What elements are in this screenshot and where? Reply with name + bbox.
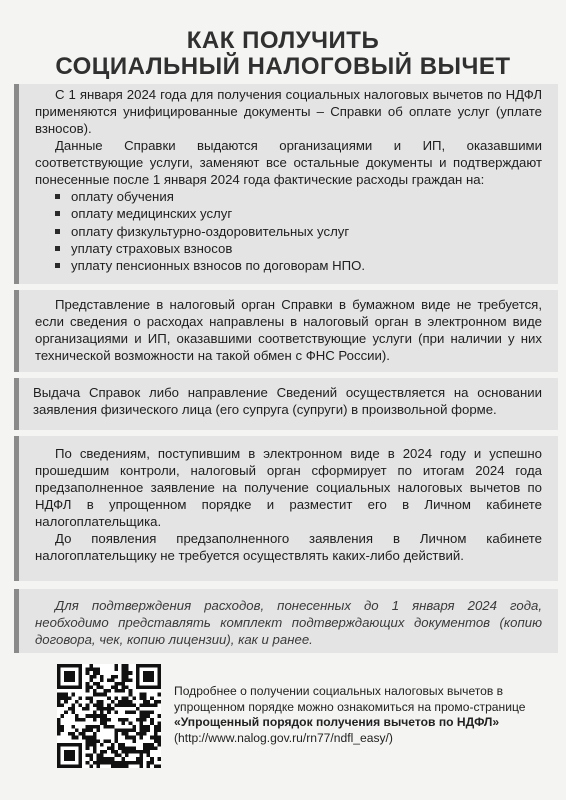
- list-item: уплату пенсионных взносов по договорам НПО.: [55, 257, 542, 274]
- qr-code-icon[interactable]: [57, 664, 161, 768]
- prefilled-application-text: По сведениям, поступившим в электронном виде в 2024 году и успешно прошедшим контроли, налоговый орган сформирует по итогам 2024 года предзаполненное заявление на получение социальных налоговых вычетов по НДФЛ в упрощенном порядке и разместит его в Личном кабинете налогоплательщика.: [35, 446, 542, 529]
- list-item: оплату обучения: [55, 188, 542, 205]
- expense-list: [35, 188, 542, 274]
- list-item: оплату физкультурно-оздоровительных услуг: [55, 223, 542, 240]
- promo-text: Подробнее о получении социальных налоговых вычетов в упрощенном порядке можно ознакомиться на промо-странице: [174, 684, 526, 714]
- list-item: оплату медицинских услуг: [55, 205, 542, 222]
- electronic-submission-text: Представление в налоговый орган Справки в бумажном виде не требуется, если сведения о расходах направлены в налоговый орган в электронном виде организациями и ИП, оказавшими соответствующие услуги (при наличии у них технической возможности на такой обмен с ФНС России).: [35, 297, 542, 363]
- references-intro-text: С 1 января 2024 года для получения социальных налоговых вычетов по НДФЛ применяются унифицированные документы – Справки об оплате услуг (уплате взносов).: [35, 87, 542, 136]
- qr-code-graphic: [57, 664, 161, 768]
- references-description-text: Данные Справки выдаются организациями и ИП, оказавшими соответствующие услуги, заменяют все остальные документы и подтверждают понесенные после 1 января 2024 года фактические расходы граждан на:: [35, 138, 542, 187]
- promo-url[interactable]: (http://www.nalog.gov.ru/rn77/ndfl_easy/): [174, 730, 393, 745]
- promo-info: [174, 684, 544, 746]
- page-title: [0, 28, 566, 80]
- info-block-earlier-expenses: [14, 589, 558, 653]
- promo-link-title[interactable]: «Упрощенный порядок получения вычетов по НДФЛ»: [174, 715, 500, 729]
- info-block-prefilled-application: [14, 436, 558, 581]
- title-line-2: СОЦИАЛЬНЫЙ НАЛОГОВЫЙ ВЫЧЕТ: [55, 53, 511, 80]
- info-block-issuance: [14, 378, 558, 430]
- title-line-1: КАК ПОЛУЧИТЬ: [186, 27, 380, 54]
- earlier-expenses-text: Для подтверждения расходов, понесенных до 1 января 2024 года, необходимо представлять комплект подтверждающих документов (копию договора, чек, копию лицензии), как и ранее.: [35, 598, 542, 647]
- list-item: уплату страховых взносов: [55, 240, 542, 257]
- no-action-required-text: До появления предзаполненного заявления в Личном кабинете налогоплательщику не требуется осуществлять каких-либо действий.: [35, 531, 542, 563]
- issuance-text: Выдача Справок либо направление Сведений осуществляется на основании заявления физического лица (его супруга (супруги) в произвольной форме.: [33, 385, 542, 417]
- info-block-electronic-submission: [14, 290, 558, 372]
- info-block-references: [14, 84, 558, 284]
